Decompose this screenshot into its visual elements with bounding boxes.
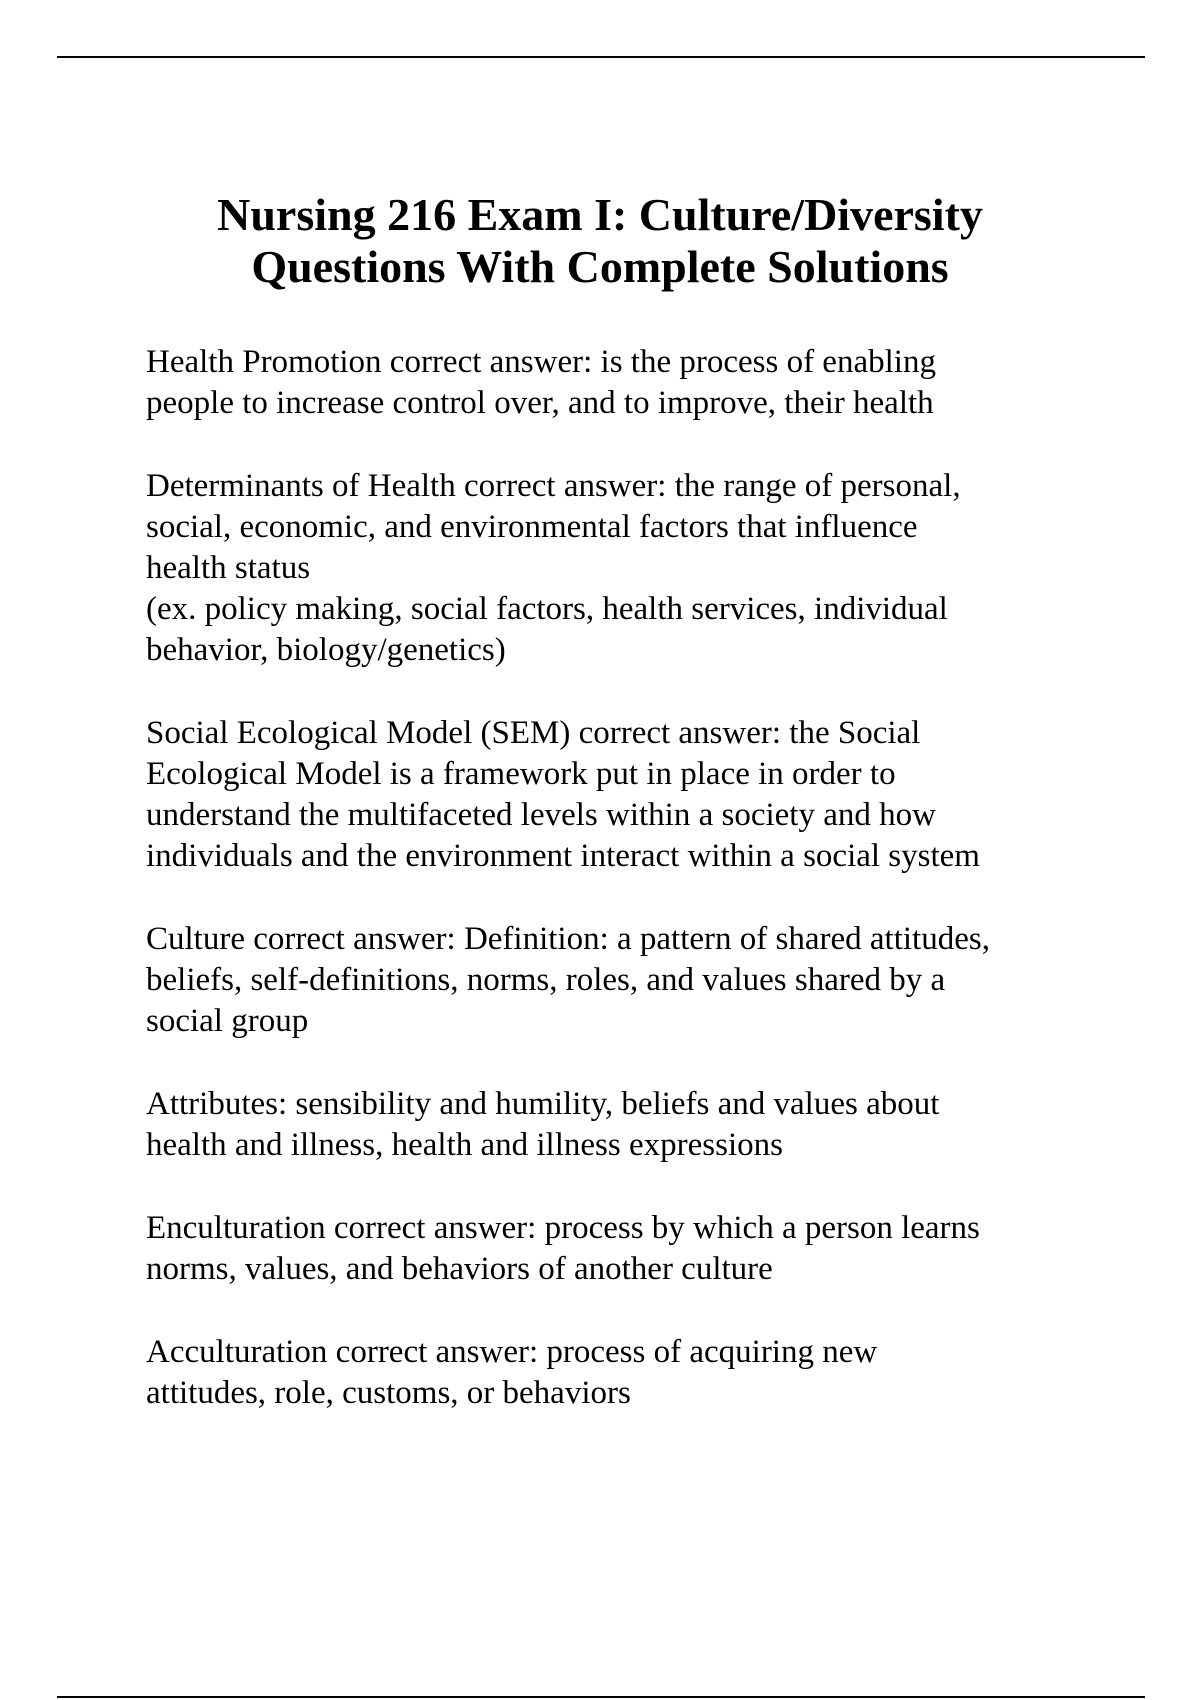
entry-line: Enculturation correct answer: process by which a person learns: [146, 1210, 980, 1246]
entry-line: Acculturation correct answer: process of acquiring new: [146, 1334, 878, 1370]
entry-line: Ecological Model is a framework put in place in order to: [146, 756, 896, 792]
entry-enculturation: [146, 1208, 1146, 1290]
entry-determinants-of-health: [146, 466, 1146, 671]
entry-line: norms, values, and behaviors of another culture: [146, 1251, 773, 1287]
entry-line: people to increase control over, and to improve, their health: [146, 385, 934, 421]
entry-line: social, economic, and environmental factors that influence: [146, 509, 918, 545]
entry-line: social group: [146, 1003, 309, 1039]
entry-line: health status: [146, 550, 311, 586]
entry-line: health and illness, health and illness expressions: [146, 1127, 783, 1163]
entry-line: Health Promotion correct answer: is the process of enabling: [146, 344, 936, 380]
document-body: [146, 342, 1146, 1456]
entry-line: Determinants of Health correct answer: the range of personal,: [146, 468, 961, 504]
title-line-2: Questions With Complete Solutions: [251, 241, 949, 292]
entry-acculturation: [146, 1332, 1146, 1414]
title-line-1: Nursing 216 Exam I: Culture/Diversity: [217, 189, 983, 240]
entry-line: beliefs, self-definitions, norms, roles, and values shared by a: [146, 962, 946, 998]
entry-line: attitudes, role, customs, or behaviors: [146, 1375, 631, 1411]
entry-line: behavior, biology/genetics): [146, 632, 506, 668]
entry-line: understand the multifaceted levels within a society and how: [146, 797, 936, 833]
entry-culture: [146, 919, 1146, 1042]
entry-health-promotion: [146, 342, 1146, 424]
entry-line: individuals and the environment interact within a social system: [146, 838, 980, 874]
top-rule: [57, 56, 1145, 58]
bottom-rule: [57, 1696, 1145, 1698]
entry-line: Attributes: sensibility and humility, beliefs and values about: [146, 1086, 940, 1122]
entry-social-ecological-model: [146, 713, 1146, 877]
document-title: [100, 189, 1100, 293]
entry-attributes: [146, 1084, 1146, 1166]
entry-line: (ex. policy making, social factors, health services, individual: [146, 591, 948, 627]
entry-line: Social Ecological Model (SEM) correct answer: the Social: [146, 715, 921, 751]
entry-line: Culture correct answer: Definition: a pattern of shared attitudes,: [146, 921, 990, 957]
